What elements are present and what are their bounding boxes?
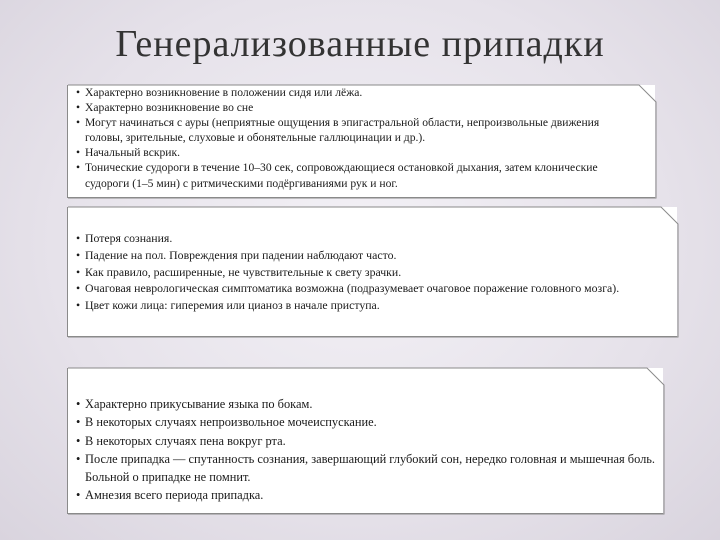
symptom-list-2 — [76, 230, 637, 314]
list-item: • Цвет кожи лица: гиперемия или цианоз в начале приступа. — [76, 297, 637, 314]
list-item: • Характерно возникновение во сне — [76, 100, 619, 115]
list-item: • Характерно прикусывание языка по бокам. — [76, 395, 668, 413]
list-item: • После припадка — спутанность сознания, завершающий глубокий сон, нередко головная и мышечная боль. Больной о припадке не помнит. — [76, 450, 668, 487]
list-item: • Очаговая неврологическая симптоматика возможна (подразумевает очаговое поражение головного мозга). — [76, 280, 637, 297]
slide-title: Генерализованные припадки — [115, 23, 605, 65]
symptom-list-1 — [76, 85, 619, 191]
list-item: • В некоторых случаях непроизвольное мочеиспускание. — [76, 413, 668, 431]
list-item: • Падение на пол. Повреждения при падении наблюдают часто. — [76, 247, 637, 264]
list-item: • Амнезия всего периода припадка. — [76, 486, 668, 504]
list-item: • Тонические судороги в течение 10–30 сек, сопровождающиеся остановкой дыхания, затем клонические судороги (1–5 мин) с ритмическими подёргиваниями рук и ног. — [76, 160, 619, 190]
list-item: • Характерно возникновение в положении сидя или лёжа. — [76, 85, 619, 100]
symptom-list-3 — [76, 395, 668, 505]
list-item: • В некоторых случаях пена вокруг рта. — [76, 432, 668, 450]
list-item: • Начальный вскрик. — [76, 145, 619, 160]
list-item: • Как правило, расширенные, не чувствительные к свету зрачки. — [76, 264, 637, 281]
list-item: • Потеря сознания. — [76, 230, 637, 247]
symptom-block-1 — [67, 85, 655, 198]
list-item: • Могут начинаться с ауры (неприятные ощущения в эпигастральной области, непроизвольные движения головы, зрительные, слуховые и обонятельные галлюцинации и др.). — [76, 115, 619, 145]
symptom-block-3 — [67, 368, 663, 514]
symptom-block-2 — [67, 207, 677, 337]
